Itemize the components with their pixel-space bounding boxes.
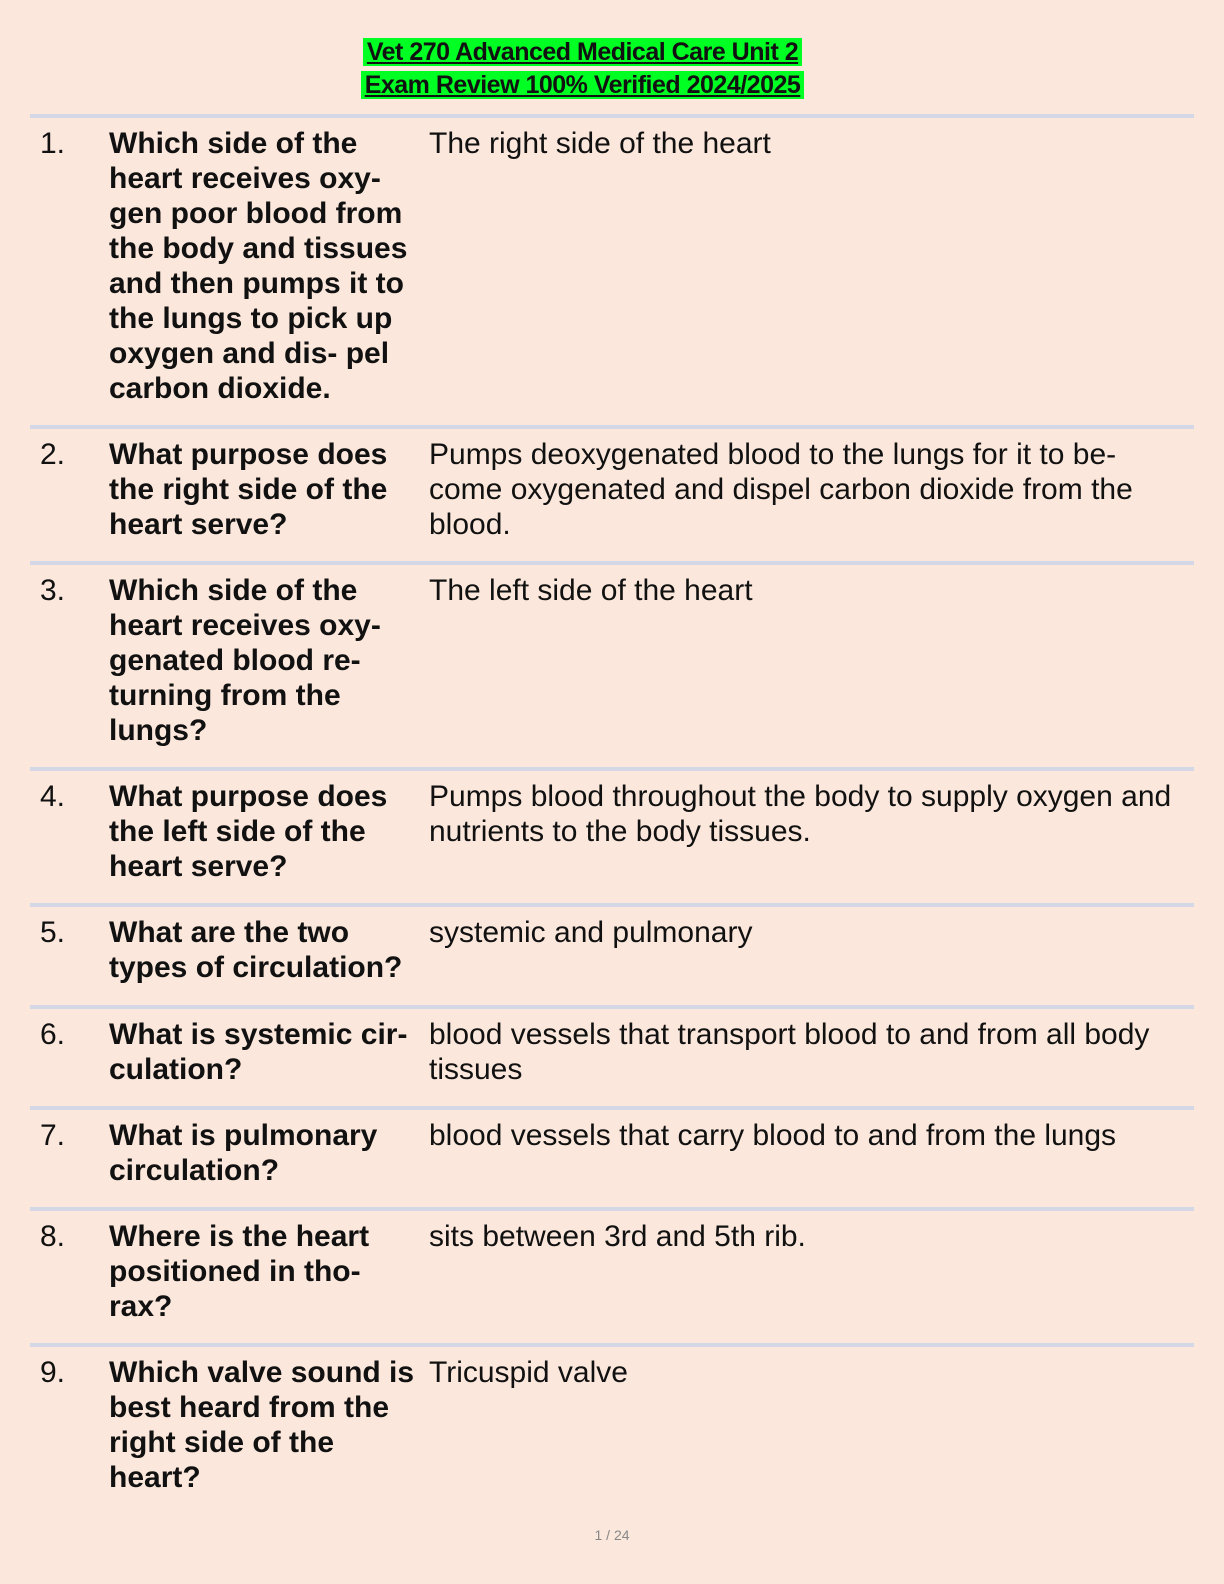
item-number: 5. xyxy=(40,916,66,949)
question-text: Which side of the heart receives oxy- gen poor blood from the body and tissues and then pumps it to the lungs to pick up oxygen and dis- pel carbon dioxide. xyxy=(109,127,408,405)
qa-item-6 xyxy=(30,1005,1194,1106)
item-number: 1. xyxy=(40,127,66,160)
question-text: What is systemic cir- culation? xyxy=(109,1018,408,1086)
qa-item-3 xyxy=(30,561,1194,767)
page-indicator: 1 / 24 xyxy=(594,1527,630,1543)
qa-item-8 xyxy=(30,1207,1194,1343)
item-number: 2. xyxy=(40,438,66,471)
question-text: What are the two types of circulation? xyxy=(109,916,403,984)
title-line-1: Vet 270 Advanced Medical Care Unit 2 xyxy=(363,38,802,66)
item-number: 4. xyxy=(40,780,66,813)
answer-text: Pumps deoxygenated blood to the lungs for it to be- come oxygenated and dispel carbon dioxide from the blood. xyxy=(429,438,1133,541)
item-number: 3. xyxy=(40,574,66,607)
answer-text: blood vessels that carry blood to and from the lungs xyxy=(429,1119,1117,1152)
question-text: What is pulmonary circulation? xyxy=(109,1119,378,1187)
document-title xyxy=(0,36,1165,102)
question-text: What purpose does the right side of the heart serve? xyxy=(109,438,388,541)
item-number: 8. xyxy=(40,1220,66,1253)
answer-text: blood vessels that transport blood to and from all body tissues xyxy=(429,1018,1150,1086)
question-text: What purpose does the left side of the heart serve? xyxy=(109,780,388,883)
item-number: 6. xyxy=(40,1018,66,1051)
title-line-2: Exam Review 100% Verified 2024/2025 xyxy=(361,71,805,99)
answer-text: systemic and pulmonary xyxy=(429,916,753,949)
question-text: Which valve sound is best heard from the right side of the heart? xyxy=(109,1356,415,1494)
qa-item-4 xyxy=(30,767,1194,903)
qa-item-2 xyxy=(30,425,1194,561)
item-number: 7. xyxy=(40,1119,66,1152)
question-text: Where is the heart positioned in tho- rax? xyxy=(109,1220,370,1323)
answer-text: Pumps blood throughout the body to supply oxygen and nutrients to the body tissues. xyxy=(429,780,1172,848)
qa-item-7 xyxy=(30,1106,1194,1207)
qa-item-9 xyxy=(30,1343,1194,1507)
answer-text: Tricuspid valve xyxy=(429,1356,628,1389)
answer-text: The right side of the heart xyxy=(429,127,771,160)
qa-item-1 xyxy=(30,114,1194,425)
question-text: Which side of the heart receives oxy- genated blood re- turning from the lungs? xyxy=(109,574,381,747)
item-number: 9. xyxy=(40,1356,66,1389)
answer-text: sits between 3rd and 5th rib. xyxy=(429,1220,806,1253)
answer-text: The left side of the heart xyxy=(429,574,753,607)
qa-item-5 xyxy=(30,903,1194,1005)
